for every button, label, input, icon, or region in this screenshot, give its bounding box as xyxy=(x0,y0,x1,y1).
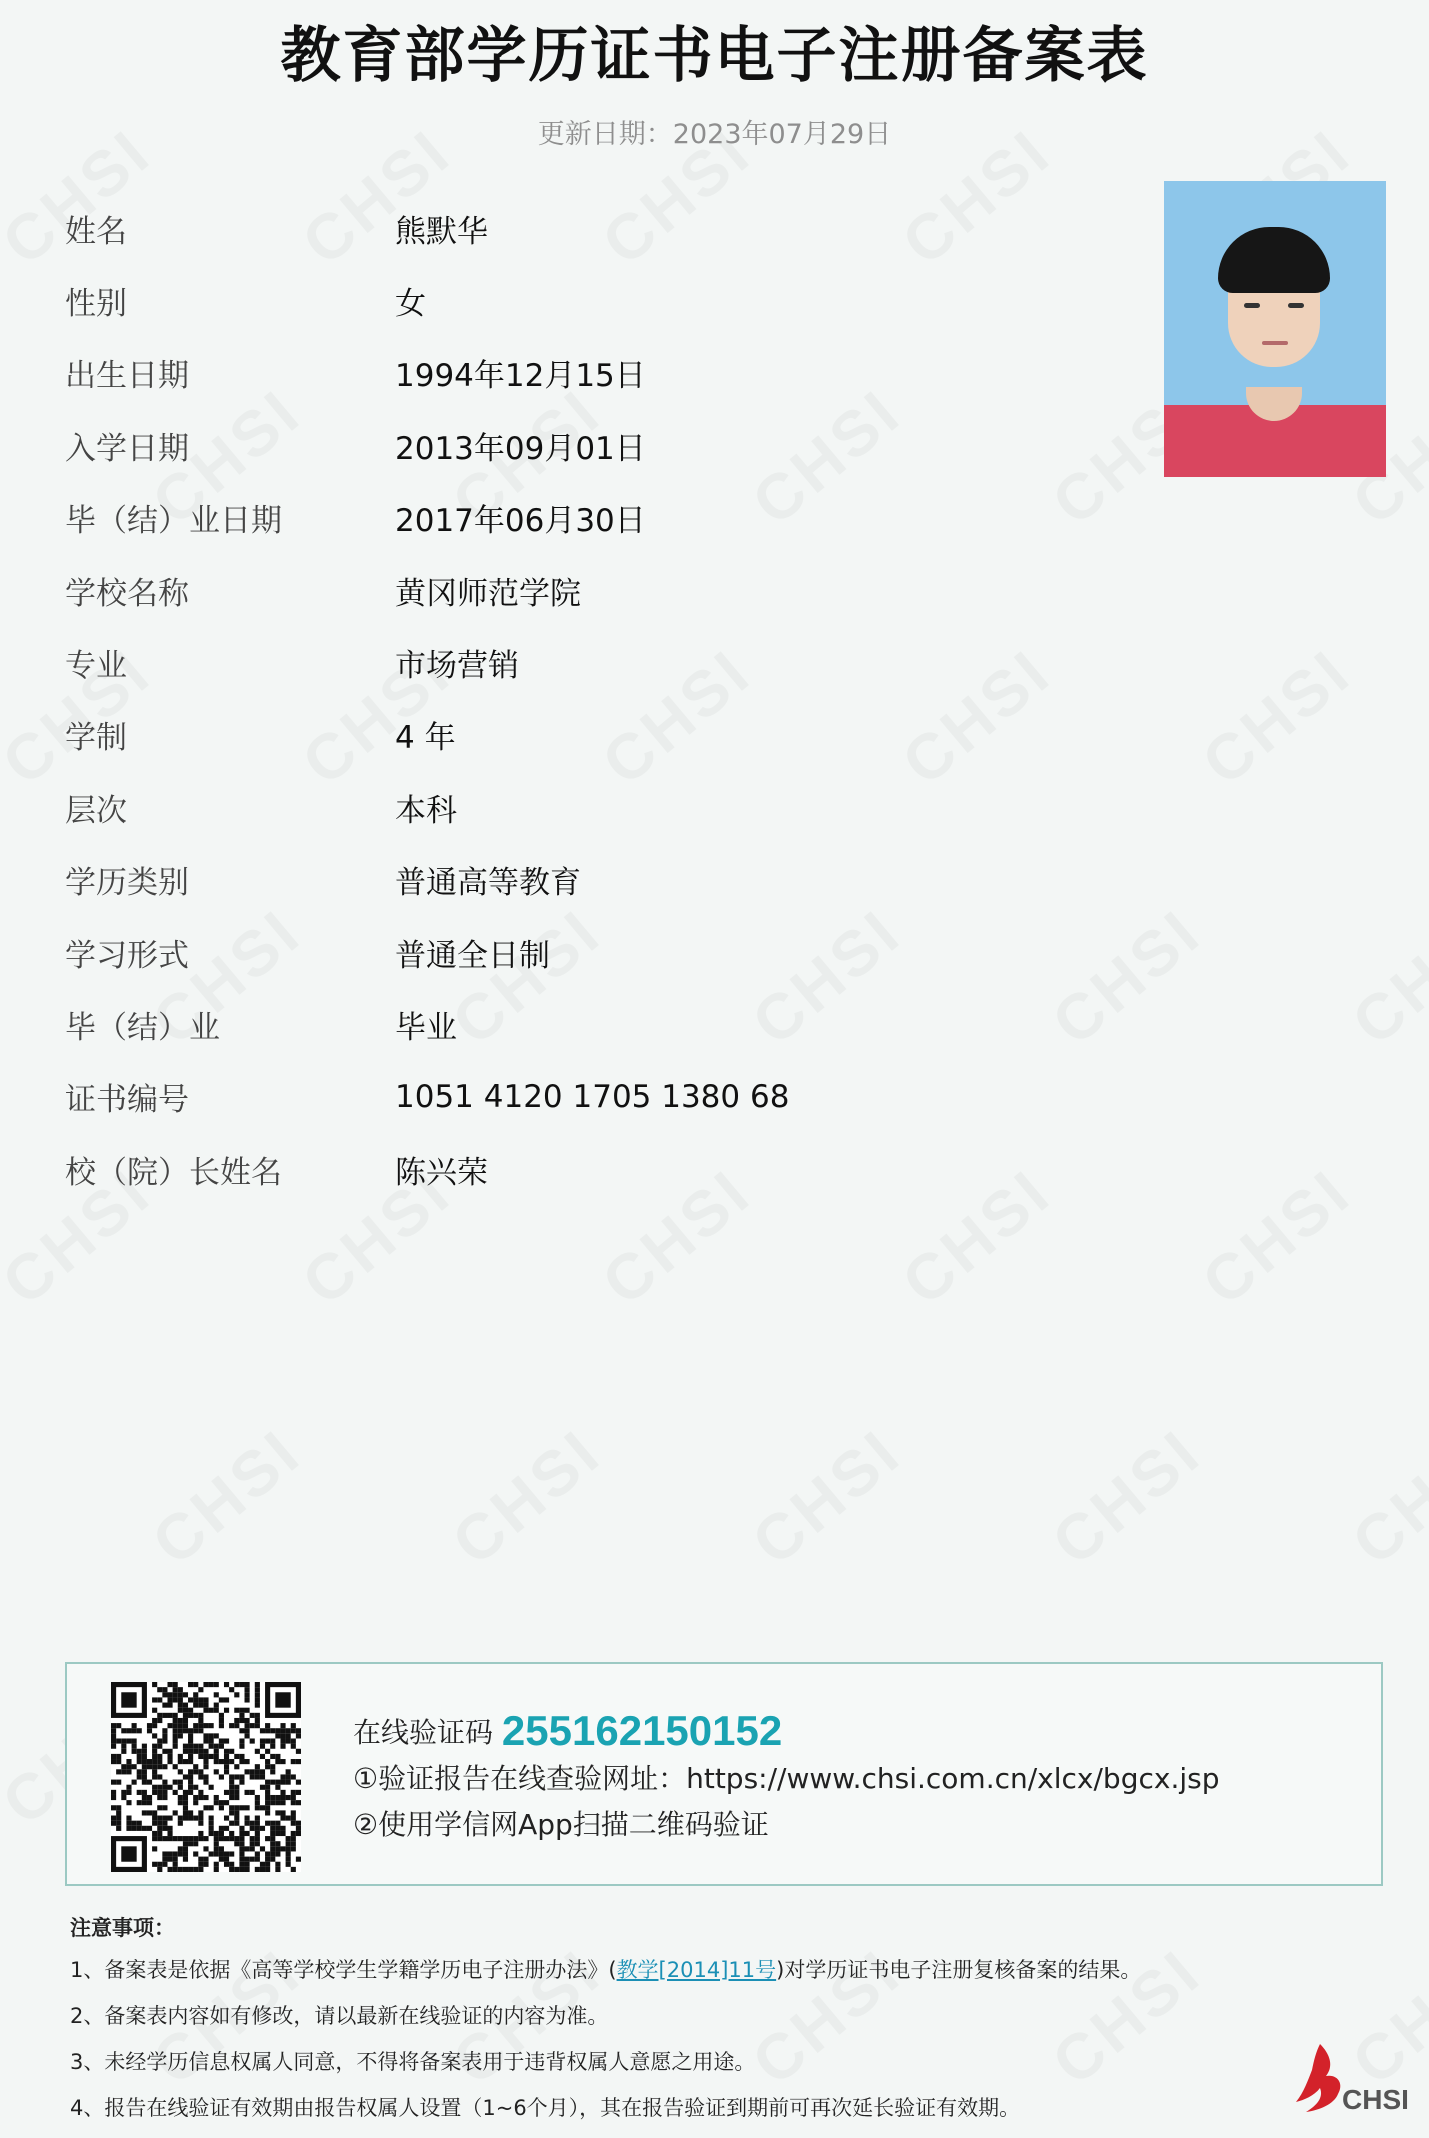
field-value: 黄冈师范学院 xyxy=(395,575,581,612)
field-label: 毕（结）业日期 xyxy=(65,503,282,540)
verify-code-label: 在线验证码 xyxy=(353,1716,494,1749)
field-value: 4 年 xyxy=(395,720,456,757)
info-row xyxy=(65,771,1125,843)
update-label: 更新日期： xyxy=(537,119,673,150)
field-value: 毕业 xyxy=(395,1009,457,1046)
field-label: 出生日期 xyxy=(65,358,189,395)
page-title: 教育部学历证书电子注册备案表 xyxy=(280,21,1149,91)
field-label: 学习形式 xyxy=(65,937,189,974)
field-label: 毕（结）业 xyxy=(65,1009,220,1046)
flame-icon xyxy=(1290,2040,1350,2118)
info-row xyxy=(65,916,1125,988)
info-row xyxy=(65,482,1125,554)
update-date xyxy=(0,112,1429,151)
info-row xyxy=(65,192,1125,264)
verify-code-line xyxy=(353,1708,1219,1756)
info-row xyxy=(65,699,1125,771)
field-label: 学制 xyxy=(65,720,127,757)
note-2: 2、备案表内容如有修改，请以最新在线验证的内容为准。 xyxy=(70,2004,609,2028)
info-row xyxy=(65,626,1125,698)
info-row xyxy=(65,337,1125,409)
update-value: 2023年07月29日 xyxy=(672,119,892,150)
info-row xyxy=(65,554,1125,626)
info-row xyxy=(65,1133,1125,1205)
note-1: 1、备案表是依据《高等学校学生学籍学历电子注册办法》(教学[2014]11号)对学历证书电子注册复核备案的结果。 xyxy=(70,1958,1142,1982)
info-row xyxy=(65,844,1125,916)
field-value: 2013年09月01日 xyxy=(395,430,646,467)
info-row xyxy=(65,1061,1125,1133)
regulation-link[interactable]: 教学[2014]11号 xyxy=(616,1958,777,1982)
field-value: 陈兴荣 xyxy=(395,1154,488,1191)
field-value: 1051 4120 1705 1380 68 xyxy=(395,1078,790,1115)
field-value: 本科 xyxy=(395,792,457,829)
info-row xyxy=(65,264,1125,336)
notes-title: 注意事项： xyxy=(70,1916,175,1940)
field-label: 校（院）长姓名 xyxy=(65,1154,282,1191)
field-label: 学校名称 xyxy=(65,575,189,612)
notes xyxy=(70,1912,1141,2138)
note-4: 4、报告在线验证有效期由报告权属人设置（1~6个月），其在报告验证到期前可再次延长验证有效期。 xyxy=(70,2096,1021,2120)
field-value: 市场营销 xyxy=(395,648,519,685)
qr-code-icon[interactable] xyxy=(111,1682,301,1872)
field-label: 入学日期 xyxy=(65,430,189,467)
field-value: 普通全日制 xyxy=(395,937,550,974)
field-label: 性别 xyxy=(65,286,127,323)
verify-code: 255162150152 xyxy=(501,1707,783,1754)
chsi-logo xyxy=(1290,2040,1420,2120)
info-table xyxy=(65,192,1125,1205)
field-label: 证书编号 xyxy=(65,1082,189,1119)
info-row xyxy=(65,988,1125,1060)
field-label: 学历类别 xyxy=(65,865,189,902)
field-label: 姓名 xyxy=(65,213,127,250)
field-value: 普通高等教育 xyxy=(395,865,581,902)
verify-url-line: ①验证报告在线查验网址：https://www.chsi.com.cn/xlcx/bgcx.jsp xyxy=(353,1762,1220,1795)
verify-app-line: ②使用学信网App扫描二维码验证 xyxy=(353,1808,769,1841)
info-row xyxy=(65,409,1125,481)
field-value: 2017年06月30日 xyxy=(395,503,646,540)
field-value: 女 xyxy=(395,286,426,323)
logo-text: CHSI xyxy=(1342,2084,1409,2115)
field-label: 专业 xyxy=(65,648,127,685)
field-value: 熊默华 xyxy=(395,213,488,250)
verification-box xyxy=(65,1662,1383,1886)
field-value: 1994年12月15日 xyxy=(395,358,646,395)
student-photo xyxy=(1164,181,1386,477)
field-label: 层次 xyxy=(65,792,127,829)
note-3: 3、未经学历信息权属人同意，不得将备案表用于违背权属人意愿之用途。 xyxy=(70,2050,756,2074)
